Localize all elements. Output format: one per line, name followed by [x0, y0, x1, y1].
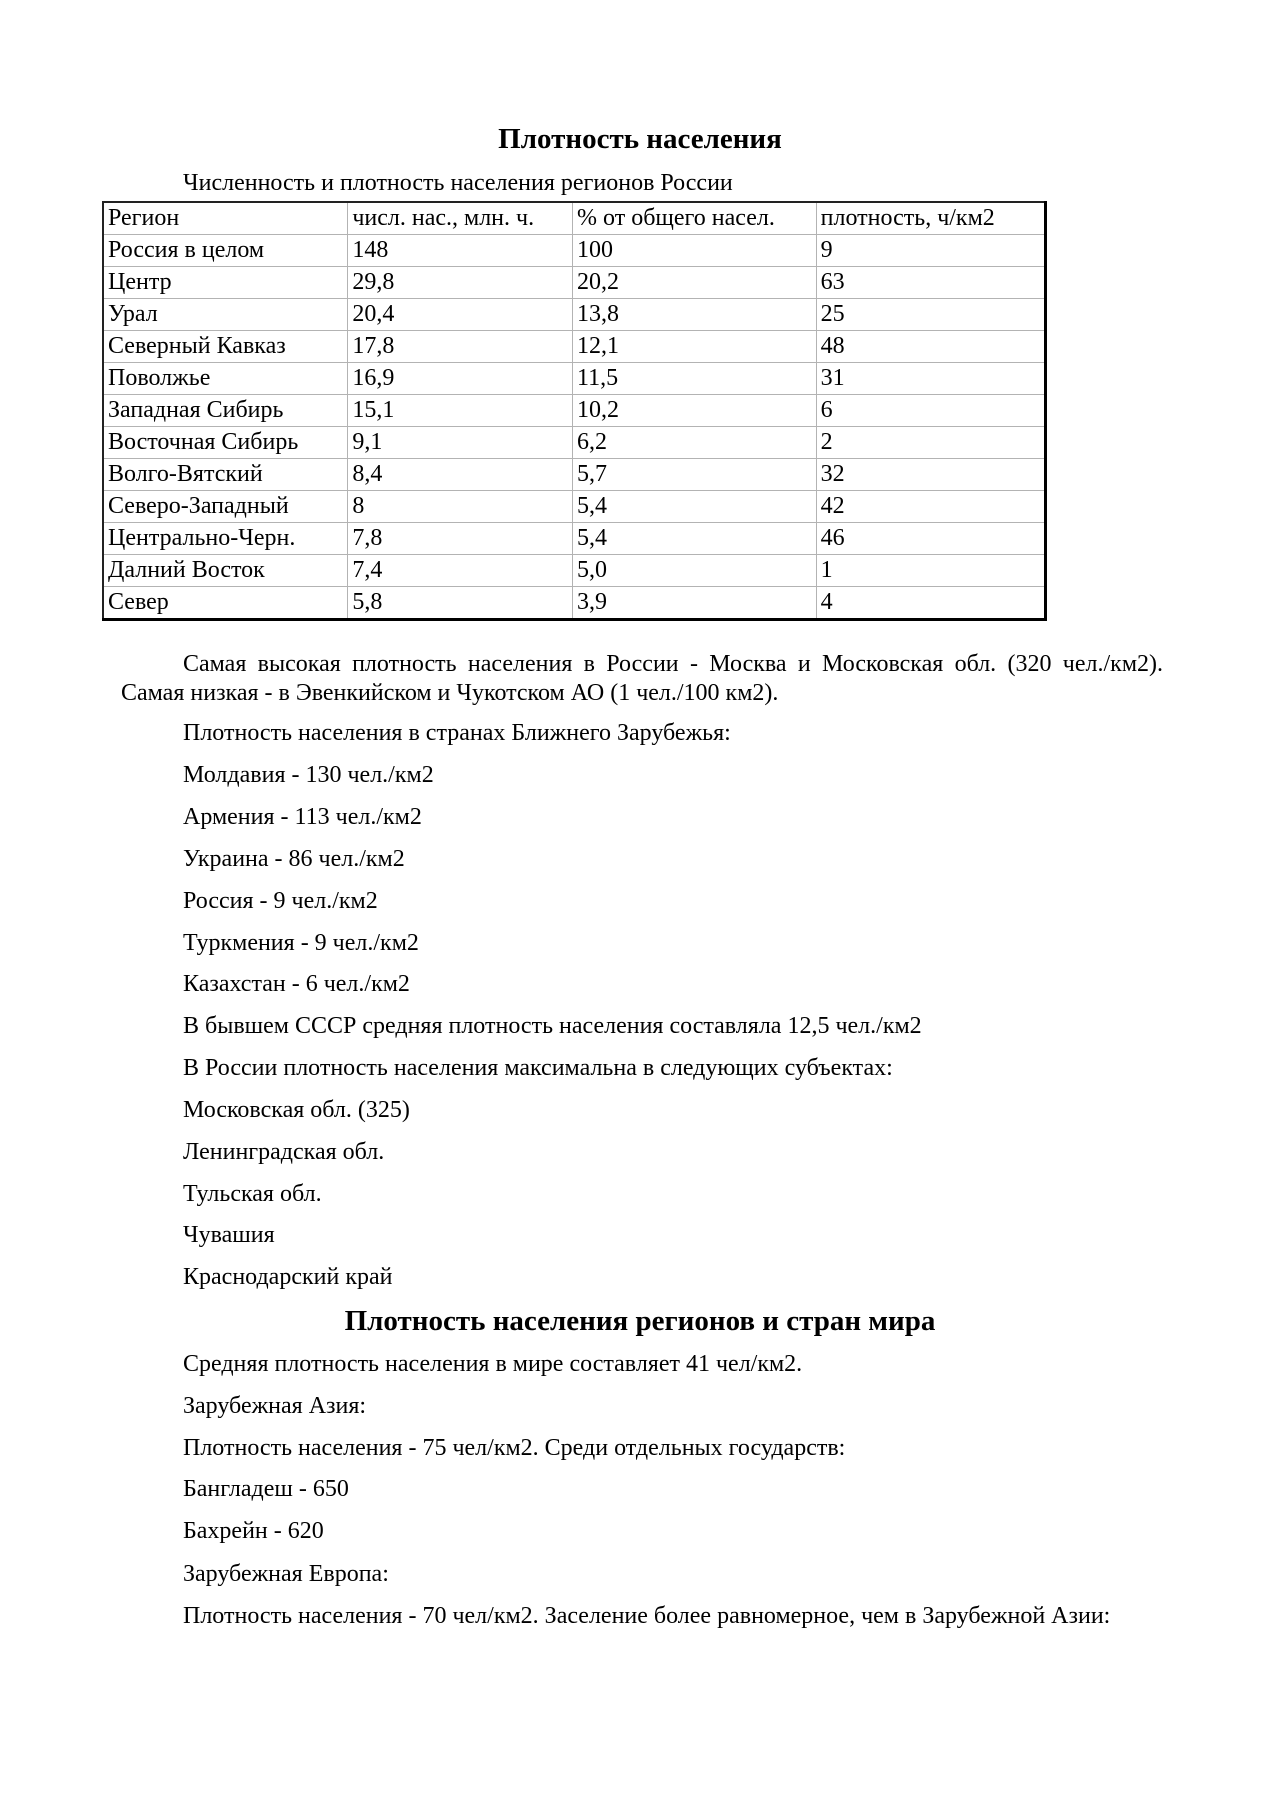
cell-density: 48: [816, 331, 1045, 363]
cell-percent: 3,9: [573, 587, 817, 620]
asia-density: Плотность населения - 75 чел/км2. Среди отдельных государств:: [183, 1435, 846, 1461]
cell-population: 7,8: [348, 523, 573, 555]
europe-heading: Зарубежная Европа:: [183, 1561, 389, 1587]
table-caption: Численность и плотность населения регионов России: [183, 170, 733, 196]
cell-percent: 6,2: [573, 427, 817, 459]
near-abroad-item: Украина - 86 чел./км2: [183, 846, 405, 872]
cell-region: Далний Восток: [103, 555, 348, 587]
asia-heading: Зарубежная Азия:: [183, 1393, 367, 1419]
table-row: [103, 587, 1046, 620]
asia-country: Бахрейн - 620: [183, 1518, 324, 1544]
cell-region: Центр: [103, 267, 348, 299]
table-row: [103, 363, 1046, 395]
table-row: [103, 523, 1046, 555]
cell-percent: 20,2: [573, 267, 817, 299]
table-row: [103, 299, 1046, 331]
cell-region: Восточная Сибирь: [103, 427, 348, 459]
cell-percent: 5,4: [573, 523, 817, 555]
cell-percent: 10,2: [573, 395, 817, 427]
cell-density: 31: [816, 363, 1045, 395]
table-row: [103, 491, 1046, 523]
cell-population: 5,8: [348, 587, 573, 620]
ussr-note: В бывшем СССР средняя плотность населения составляла 12,5 чел./км2: [183, 1013, 922, 1039]
table-row: [103, 459, 1046, 491]
max-subject-item: Московская обл. (325): [183, 1097, 410, 1123]
cell-density: 63: [816, 267, 1045, 299]
cell-density: 6: [816, 395, 1045, 427]
cell-population: 148: [348, 235, 573, 267]
cell-population: 8: [348, 491, 573, 523]
near-abroad-item: Молдавия - 130 чел./км2: [183, 762, 434, 788]
table-row: [103, 427, 1046, 459]
cell-region: Волго-Вятский: [103, 459, 348, 491]
cell-density: 1: [816, 555, 1045, 587]
cell-percent: 5,7: [573, 459, 817, 491]
asia-country: Бангладеш - 650: [183, 1476, 349, 1502]
cell-density: 42: [816, 491, 1045, 523]
max-subject-item: Тульская обл.: [183, 1181, 322, 1207]
section-title: Плотность населения регионов и стран мира: [344, 1305, 936, 1337]
cell-region: Россия в целом: [103, 235, 348, 267]
population-table: [102, 201, 1047, 621]
near-abroad-intro: Плотность населения в странах Ближнего Зарубежья:: [183, 720, 731, 746]
table-row: [103, 235, 1046, 267]
world-average: Средняя плотность населения в мире составляет 41 чел/км2.: [183, 1351, 803, 1377]
near-abroad-item: Казахстан - 6 чел./км2: [183, 971, 410, 997]
near-abroad-item: Россия - 9 чел./км2: [183, 888, 378, 914]
cell-density: 25: [816, 299, 1045, 331]
cell-region: Центрально-Черн.: [103, 523, 348, 555]
table-row: [103, 267, 1046, 299]
cell-percent: 100: [573, 235, 817, 267]
header-percent: % от общего насел.: [573, 202, 817, 235]
cell-density: 32: [816, 459, 1045, 491]
cell-population: 20,4: [348, 299, 573, 331]
table-row: [103, 395, 1046, 427]
cell-population: 8,4: [348, 459, 573, 491]
near-abroad-item: Армения - 113 чел./км2: [183, 804, 422, 830]
page-title: Плотность населения: [498, 123, 782, 155]
header-region: Регион: [103, 202, 348, 235]
cell-region: Западная Сибирь: [103, 395, 348, 427]
max-subject-item: Ленинградская обл.: [183, 1139, 385, 1165]
cell-density: 4: [816, 587, 1045, 620]
cell-region: Северо-Западный: [103, 491, 348, 523]
density-extremes-paragraph: Самая высокая плотность населения в России - Москва и Московская обл. (320 чел./км2). Самая низкая - в Эвенкийском и Чукотском АО (1 чел./100 км2).: [121, 651, 1163, 706]
cell-density: 9: [816, 235, 1045, 267]
cell-region: Север: [103, 587, 348, 620]
cell-percent: 12,1: [573, 331, 817, 363]
cell-population: 29,8: [348, 267, 573, 299]
cell-region: Урал: [103, 299, 348, 331]
max-subject-item: Чувашия: [183, 1222, 275, 1248]
max-subjects-intro: В России плотность населения максимальна в следующих субъектах:: [183, 1055, 893, 1081]
max-subject-item: Краснодарский край: [183, 1264, 393, 1290]
table-row: [103, 331, 1046, 363]
header-density: плотность, ч/км2: [816, 202, 1045, 235]
table-header-row: [103, 202, 1046, 235]
cell-population: 17,8: [348, 331, 573, 363]
europe-density-paragraph: Плотность населения - 70 чел/км2. Заселение более равномерное, чем в Зарубежной Азии:: [183, 1603, 1111, 1629]
cell-density: 46: [816, 523, 1045, 555]
cell-region: Поволжье: [103, 363, 348, 395]
cell-percent: 5,4: [573, 491, 817, 523]
cell-percent: 11,5: [573, 363, 817, 395]
cell-density: 2: [816, 427, 1045, 459]
cell-percent: 5,0: [573, 555, 817, 587]
table-row: [103, 555, 1046, 587]
cell-population: 15,1: [348, 395, 573, 427]
cell-percent: 13,8: [573, 299, 817, 331]
cell-population: 16,9: [348, 363, 573, 395]
cell-population: 9,1: [348, 427, 573, 459]
near-abroad-item: Туркмения - 9 чел./км2: [183, 930, 419, 956]
cell-region: Северный Кавказ: [103, 331, 348, 363]
cell-population: 7,4: [348, 555, 573, 587]
header-population: числ. нас., млн. ч.: [348, 202, 573, 235]
